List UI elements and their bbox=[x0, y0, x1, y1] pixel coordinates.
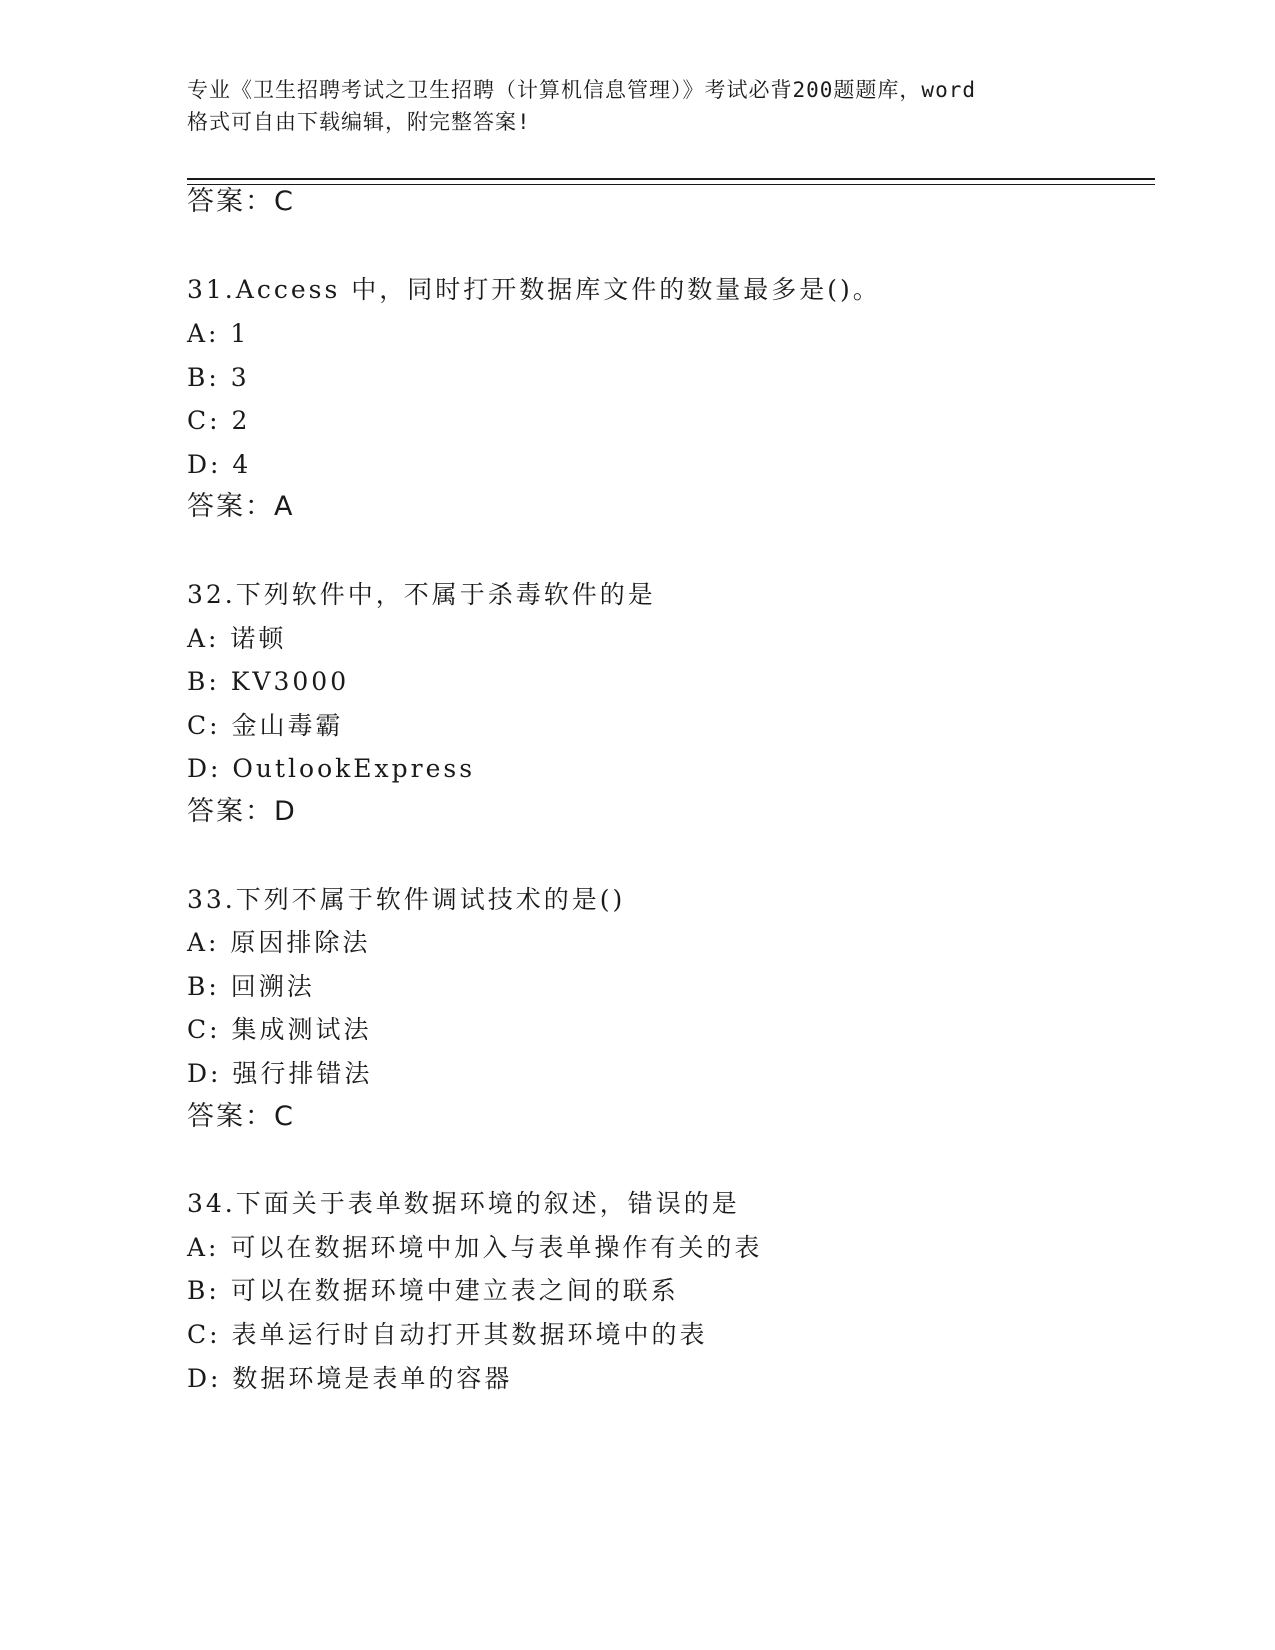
question-33-stem: 33.下列不属于软件调试技术的是() bbox=[187, 885, 626, 914]
header-divider-thick bbox=[187, 178, 1155, 180]
question-34-option-d: D: 数据环境是表单的容器 bbox=[187, 1364, 513, 1393]
document-header bbox=[187, 74, 1087, 138]
question-33-option-a: A: 原因排除法 bbox=[187, 928, 371, 957]
question-32-option-c: C: 金山毒霸 bbox=[187, 711, 344, 740]
answer-q32: 答案：D bbox=[187, 796, 297, 827]
answer-q30: 答案：C bbox=[187, 186, 295, 217]
question-32-stem: 32.下列软件中，不属于杀毒软件的是 bbox=[187, 580, 656, 609]
question-31-option-b: B: 3 bbox=[187, 363, 250, 392]
header-line-2: 格式可自由下载编辑，附完整答案! bbox=[187, 110, 531, 134]
question-33-option-c: C: 集成测试法 bbox=[187, 1015, 372, 1044]
question-31-option-d: D: 4 bbox=[187, 450, 252, 479]
question-34-option-a: A: 可以在数据环境中加入与表单操作有关的表 bbox=[187, 1233, 763, 1262]
answer-q33: 答案：C bbox=[187, 1101, 295, 1132]
answer-q31: 答案：A bbox=[187, 491, 295, 522]
question-31-option-a: A: 1 bbox=[187, 319, 250, 348]
question-33-option-b: B: 回溯法 bbox=[187, 972, 315, 1001]
question-32-option-b: B: KV3000 bbox=[187, 667, 350, 696]
question-32-option-d: D: OutlookExpress bbox=[187, 754, 476, 783]
header-divider-thin bbox=[187, 184, 1155, 185]
question-34-option-c: C: 表单运行时自动打开其数据环境中的表 bbox=[187, 1320, 708, 1349]
question-34-option-b: B: 可以在数据环境中建立表之间的联系 bbox=[187, 1276, 679, 1305]
header-line-1: 专业《卫生招聘考试之卫生招聘（计算机信息管理）》考试必背200题题库，word bbox=[187, 78, 976, 102]
question-34-stem: 34.下面关于表单数据环境的叙述，错误的是 bbox=[187, 1189, 740, 1218]
question-31-option-c: C: 2 bbox=[187, 406, 251, 435]
question-33-option-d: D: 强行排错法 bbox=[187, 1059, 373, 1088]
question-31-stem: 31.Access 中，同时打开数据库文件的数量最多是()。 bbox=[187, 275, 881, 304]
question-32-option-a: A: 诺顿 bbox=[187, 624, 287, 653]
